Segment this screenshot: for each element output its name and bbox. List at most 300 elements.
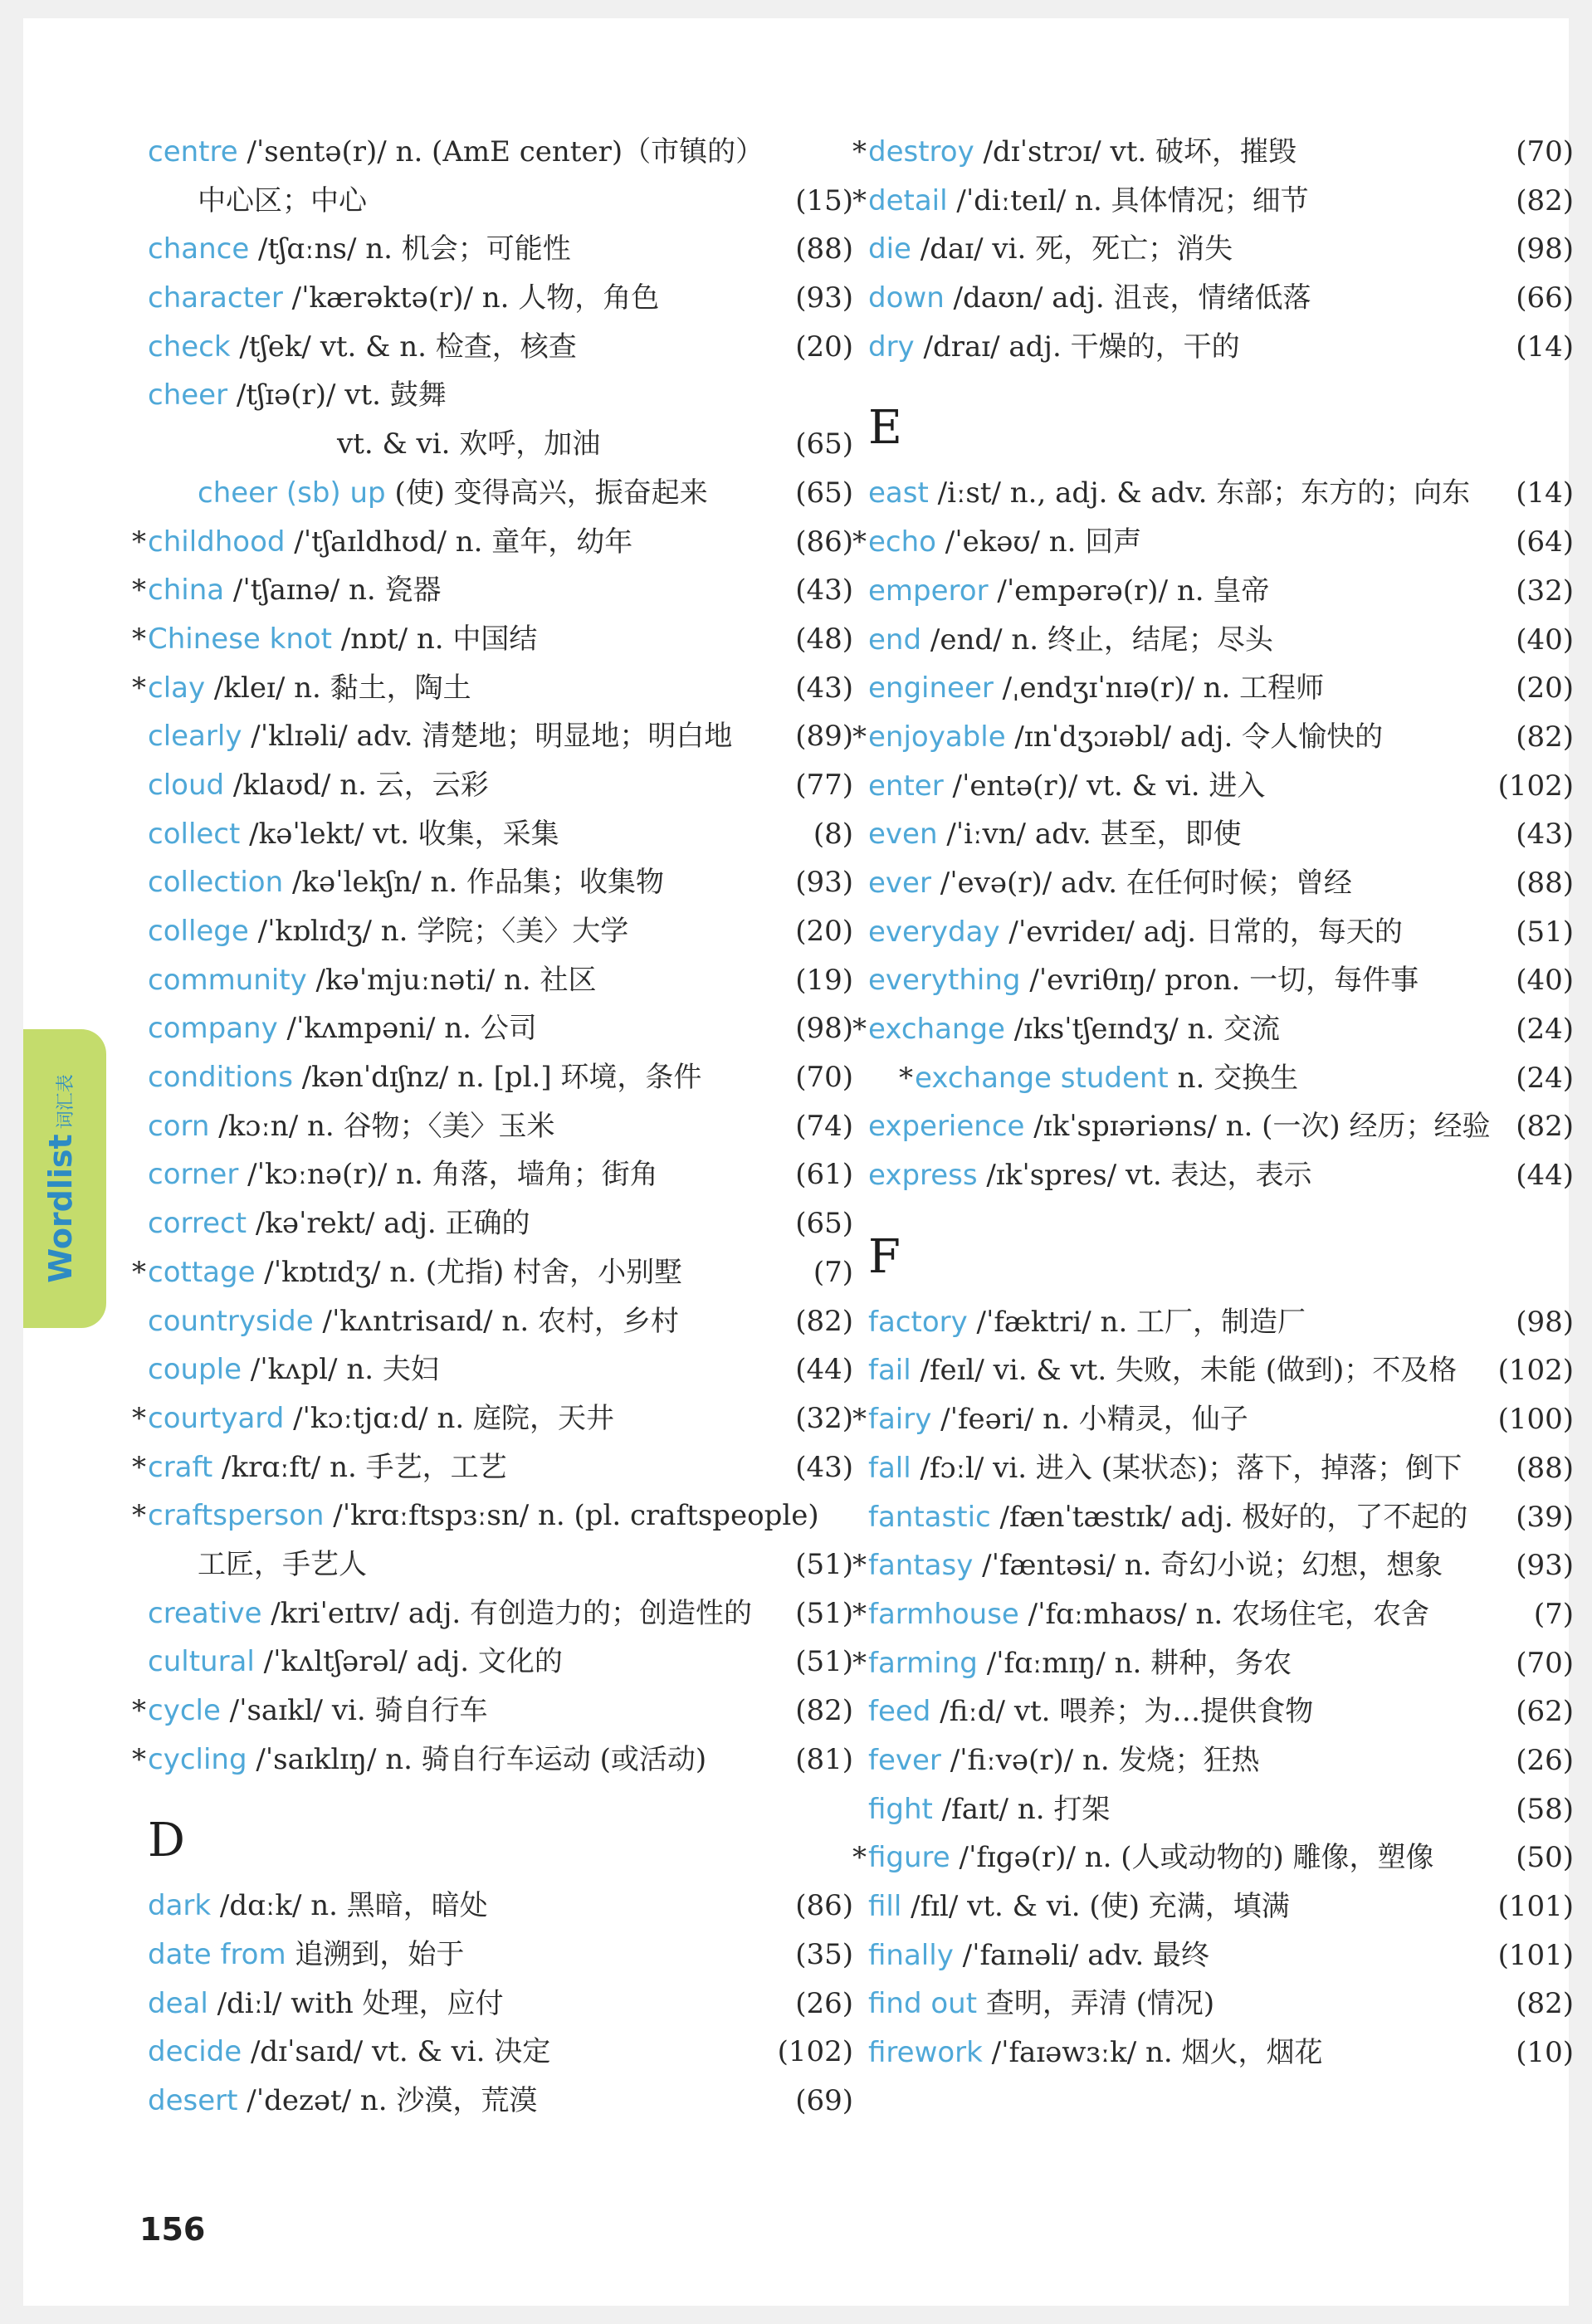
entry-headword: creative [148, 1596, 262, 1630]
entry-definition: 查明，弄清 (情况) [977, 1987, 1215, 2021]
side-tab-label: Wordlist [42, 1134, 79, 1283]
entry-page-ref: (51) [1516, 915, 1574, 949]
new-word-asterisk: * [132, 1499, 146, 1533]
new-word-asterisk: * [852, 1549, 867, 1583]
entry-headword: correct [148, 1207, 247, 1241]
entry-page-ref: (77) [795, 768, 853, 802]
dictionary-entry [852, 177, 1574, 226]
entry-page-ref: (43) [1516, 818, 1574, 852]
entry-headword: community [148, 963, 307, 997]
entry-definition: /fɪl/ vt. & vi. (使) 充满，填满 [901, 1890, 1290, 1923]
dictionary-entry [148, 1540, 853, 1589]
entry-headword: character [148, 281, 283, 315]
entry-definition: /kəˈmjuːnəti/ n. 社区 [306, 963, 597, 997]
dictionary-entry [852, 1833, 1574, 1882]
dictionary-entry [868, 1151, 1574, 1200]
dictionary-entry [852, 1590, 1574, 1639]
wordlist-side-tab [23, 1029, 106, 1328]
dictionary-entry [148, 1931, 853, 1980]
entry-page-ref: (98) [795, 1012, 853, 1046]
entry-page-ref: (93) [795, 866, 853, 900]
entry-headword: east [868, 476, 929, 510]
entry-definition: /faɪt/ n. 打架 [932, 1792, 1111, 1826]
dictionary-entry [868, 1102, 1574, 1151]
entry-page-ref: (20) [795, 330, 853, 364]
entry-definition: /ˈkɔːtjɑːd/ n. 庭院，天井 [284, 1401, 614, 1435]
entry-headword: dark [148, 1889, 212, 1923]
entry-page-ref: (70) [795, 1061, 853, 1095]
letter-section [852, 128, 1574, 371]
entry-definition: 工匠，手艺人 [198, 1547, 367, 1581]
entry-definition: /krɑːft/ n. 手艺，工艺 [212, 1450, 507, 1484]
entry-page-ref: (65) [795, 476, 853, 510]
dictionary-entry [868, 323, 1574, 372]
dictionary-entry [868, 956, 1574, 1005]
dictionary-entry [148, 1882, 853, 1931]
entry-page-ref: (82) [1516, 183, 1574, 217]
entry-definition: /ˈkɔːnə(r)/ n. 角落，墙角；街角 [238, 1158, 658, 1192]
entry-headword: emperor [868, 574, 989, 608]
entry-headword: date from [148, 1938, 286, 1972]
dictionary-entry [148, 1589, 853, 1638]
entry-definition: /dɑːk/ n. 黑暗，暗处 [211, 1889, 488, 1923]
entry-page-ref: (61) [795, 1158, 853, 1192]
entry-headword: desert [148, 2084, 238, 2118]
entry-definition: /ˈdiːteɪl/ n. 具体情况；细节 [947, 183, 1309, 217]
dictionary-entry [148, 371, 853, 420]
side-tab-label-zh: 词汇表 [56, 1074, 76, 1130]
dictionary-entry [868, 567, 1574, 616]
dictionary-entry [148, 1638, 853, 1687]
entry-page-ref: (102) [777, 2035, 853, 2069]
entry-headword: Chinese knot [148, 622, 333, 656]
entry-page-ref: (43) [795, 574, 853, 608]
entry-headword: clearly [148, 720, 242, 754]
dictionary-entry [132, 664, 853, 713]
page-number: 156 [139, 2211, 206, 2248]
entry-definition: /ˈfaɪnəli/ adv. 最终 [953, 1938, 1210, 1972]
entry-headword: fill [868, 1890, 902, 1923]
entry-headword: echo [868, 525, 936, 559]
entry-definition: /kəˈlekt/ vt. 收集，采集 [240, 817, 559, 851]
dictionary-entry [148, 810, 853, 859]
dictionary-entry [852, 1395, 1574, 1444]
entry-headword: die [868, 232, 911, 266]
entry-definition: vt. & vi. 欢呼，加油 [337, 427, 601, 461]
entry-page-ref: (82) [1516, 720, 1574, 754]
entry-page-ref: (82) [795, 1304, 853, 1338]
entry-page-ref: (7) [1533, 1597, 1574, 1631]
entry-page-ref: (24) [1516, 1061, 1574, 1095]
entry-definition: /fænˈtæstɪk/ adj. 极好的，了不起的 [990, 1500, 1468, 1534]
entry-headword: fever [868, 1743, 941, 1777]
entry-headword: everyday [868, 915, 1000, 949]
entry-page-ref: (65) [795, 1207, 853, 1241]
entry-definition: /ˈsaɪkl/ vi. 骑自行车 [220, 1694, 488, 1727]
entry-page-ref: (101) [1497, 1890, 1574, 1923]
entry-page-ref: (98) [1516, 232, 1574, 266]
new-word-asterisk: * [132, 671, 146, 705]
dictionary-entry [868, 225, 1574, 274]
entry-definition: /kəˈlekʃn/ n. 作品集；收集物 [283, 866, 664, 900]
entry-page-ref: (86) [795, 525, 853, 559]
entry-headword: childhood [148, 525, 286, 559]
entry-headword: fantastic [868, 1500, 991, 1534]
dictionary-entry [148, 177, 853, 226]
dictionary-entry [868, 469, 1574, 518]
entry-definition: /ˈentə(r)/ vt. & vi. 进入 [943, 769, 1266, 803]
entry-headword: find out [868, 1987, 978, 2021]
dictionary-entry [868, 664, 1574, 713]
dictionary-entry [868, 810, 1574, 859]
dictionary-entry [132, 1492, 853, 1540]
section-letter-heading: E [868, 401, 902, 456]
entry-page-ref: (88) [1516, 866, 1574, 900]
entry-definition: /ˈevriθɪŋ/ pron. 一切，每件事 [1020, 964, 1419, 998]
entry-headword: fall [868, 1451, 911, 1485]
entry-definition: /ˈkrɑːftspɜːsn/ n. (pl. craftspeople) [324, 1499, 819, 1533]
entry-page-ref: (69) [795, 2084, 853, 2118]
entry-headword: down [868, 281, 945, 315]
entry-definition: /ˈkʌntrisaɪd/ n. 农村，乡村 [313, 1304, 679, 1338]
entry-page-ref: (51) [795, 1547, 853, 1581]
entry-definition: /ˈfæntəsi/ n. 奇幻小说；幻想，想象 [973, 1549, 1443, 1583]
new-word-asterisk: * [132, 1255, 146, 1289]
entry-headword: conditions [148, 1061, 293, 1095]
new-word-asterisk: * [852, 183, 867, 217]
entry-headword: collection [148, 866, 284, 900]
entry-definition: /feɪl/ vi. & vt. 失败，未能 (做到)；不及格 [911, 1354, 1458, 1388]
entry-definition: /klaʊd/ n. 云，云彩 [224, 768, 489, 802]
dictionary-entry [148, 761, 853, 810]
entry-definition: /ɪkˈspres/ vt. 表达，表示 [977, 1159, 1312, 1193]
entry-definition: /ˈkɒtɪdʒ/ n. (尤指) 村舍，小别墅 [255, 1255, 683, 1289]
entry-definition: /iːst/ n., adj. & adv. 东部；东方的；向东 [928, 476, 1471, 510]
entry-headword: end [868, 622, 922, 657]
entry-headword: detail [868, 183, 948, 217]
entry-definition: /ˈempərə(r)/ n. 皇帝 [988, 574, 1270, 608]
entry-page-ref: (65) [795, 427, 853, 461]
dictionary-entry [868, 1931, 1574, 1980]
dictionary-entry [868, 616, 1574, 665]
entry-page-ref: (40) [1516, 622, 1574, 657]
dictionary-entry [148, 1004, 853, 1053]
entry-headword: farmhouse [868, 1597, 1019, 1631]
dictionary-entry [132, 1443, 853, 1492]
dictionary-entry [868, 762, 1574, 811]
entry-headword: firework [868, 2036, 983, 2070]
entry-headword: couple [148, 1353, 242, 1387]
entry-definition: /ˈekəʊ/ n. 回声 [935, 525, 1142, 559]
entry-definition: /ˈkɒlɪdʒ/ n. 学院；〈美〉大学 [248, 915, 629, 948]
entry-headword: fantasy [868, 1549, 974, 1583]
entry-headword: chance [148, 232, 250, 266]
entry-page-ref: (51) [795, 1645, 853, 1679]
dictionary-entry [868, 1785, 1574, 1834]
entry-headword: express [868, 1159, 978, 1193]
dictionary-entry [148, 1102, 853, 1151]
entry-headword: centre [148, 135, 238, 168]
entry-definition: /ˈsaɪklɪŋ/ n. 骑自行车运动 (或活动) [247, 1742, 707, 1776]
dictionary-entry [148, 1345, 853, 1394]
entry-page-ref: (64) [1516, 525, 1574, 559]
entry-page-ref: (82) [1516, 1987, 1574, 2021]
entry-definition: /ˈtʃaɪldhʊd/ n. 童年，幼年 [285, 525, 633, 559]
entry-definition: /tʃɪə(r)/ vt. 鼓舞 [227, 378, 447, 413]
dictionary-entry [132, 1687, 853, 1736]
entry-definition: /ˈfaɪəwɜːk/ n. 烟火，烟花 [982, 2036, 1323, 2070]
entry-page-ref: (70) [1516, 135, 1574, 168]
entry-definition: n. 交换生 [1168, 1061, 1299, 1095]
dictionary-entry [868, 859, 1574, 908]
entry-page-ref: (43) [795, 671, 853, 705]
entry-headword: engineer [868, 671, 994, 706]
entry-headword: craftsperson [148, 1499, 325, 1533]
entry-definition: /daɪ/ vi. 死，死亡；消失 [911, 232, 1233, 266]
entry-headword: enter [868, 769, 944, 803]
entry-page-ref: (88) [1516, 1451, 1574, 1485]
dictionary-entry [852, 518, 1574, 567]
entry-definition: /ˈevə(r)/ adv. 在任何时候；曾经 [930, 866, 1352, 900]
entry-definition: /kənˈdɪʃnz/ n. [pl.] 环境，条件 [292, 1061, 702, 1095]
entry-page-ref: (51) [795, 1596, 853, 1630]
dictionary-entry [852, 1541, 1574, 1590]
entry-page-ref: (15) [795, 183, 853, 217]
entry-page-ref: (26) [795, 1986, 853, 2020]
entry-headword: finally [868, 1938, 954, 1972]
entry-page-ref: (50) [1516, 1841, 1574, 1875]
dictionary-entry [148, 1150, 853, 1199]
new-word-asterisk: * [852, 1013, 867, 1046]
dictionary-entry [148, 907, 853, 956]
entry-headword: cycling [148, 1742, 247, 1776]
dictionary-entry [132, 1248, 853, 1297]
entry-headword: feed [868, 1695, 931, 1729]
entry-definition: /nɒt/ n. 中国结 [332, 622, 538, 656]
entry-definition: /ˌendʒɪˈnɪə(r)/ n. 工程师 [993, 671, 1325, 706]
entry-definition: /ˈfiːvə(r)/ n. 发烧；狂热 [940, 1743, 1260, 1777]
entry-definition: /kleɪ/ n. 黏土，陶土 [205, 671, 471, 705]
dictionary-page [23, 18, 1574, 2306]
dictionary-entry [148, 858, 853, 907]
dictionary-entry [148, 128, 853, 177]
entry-headword: courtyard [148, 1401, 285, 1435]
entry-definition: /ˈkærəktə(r)/ n. 人物，角色 [282, 281, 660, 315]
entry-page-ref: (102) [1497, 1354, 1574, 1388]
entry-headword: corn [148, 1109, 210, 1143]
entry-page-ref: (74) [795, 1109, 853, 1143]
dictionary-entry [132, 1394, 853, 1443]
entry-page-ref: (19) [795, 963, 853, 997]
dictionary-entry [148, 225, 853, 274]
entry-page-ref: (93) [1516, 1549, 1574, 1583]
dictionary-entry [852, 1005, 1574, 1054]
entry-headword: farming [868, 1646, 978, 1680]
dictionary-entry [132, 1736, 853, 1784]
entry-headword: check [148, 330, 231, 364]
dictionary-entry [148, 469, 853, 518]
new-word-asterisk: * [132, 574, 146, 608]
entry-page-ref: (82) [1516, 1110, 1574, 1144]
right-column [852, 128, 1574, 2077]
entry-definition: /ˈklɪəli/ adv. 清楚地；明显地；明白地 [242, 720, 733, 754]
dictionary-entry [868, 1687, 1574, 1736]
letter-section [148, 1784, 853, 2125]
dictionary-entry [148, 1297, 853, 1346]
entry-page-ref: (10) [1516, 2036, 1574, 2070]
new-word-asterisk: * [132, 1401, 146, 1435]
entry-definition: /fiːd/ vt. 喂养；为…提供食物 [930, 1695, 1314, 1729]
new-word-asterisk: * [852, 720, 867, 754]
dictionary-entry [868, 1298, 1574, 1347]
entry-definition: /draɪ/ adj. 干燥的，干的 [914, 330, 1240, 364]
entry-page-ref: (81) [795, 1742, 853, 1776]
entry-page-ref: (82) [795, 1694, 853, 1727]
entry-page-ref: (32) [1516, 574, 1574, 608]
new-word-asterisk: * [852, 1403, 867, 1437]
dictionary-entry [868, 1054, 1574, 1103]
new-word-asterisk: * [132, 1694, 146, 1727]
entry-page-ref: (62) [1516, 1695, 1574, 1729]
dictionary-entry [852, 1639, 1574, 1688]
entry-page-ref: (88) [795, 232, 853, 266]
entry-page-ref: (66) [1516, 281, 1574, 315]
entry-headword: company [148, 1012, 278, 1046]
entry-page-ref: (20) [1516, 671, 1574, 706]
entry-page-ref: (14) [1516, 476, 1574, 510]
new-word-asterisk: * [132, 1450, 146, 1484]
entry-page-ref: (8) [813, 817, 853, 851]
entry-headword: dry [868, 330, 915, 364]
dictionary-entry [148, 1980, 853, 2029]
entry-page-ref: (89) [795, 720, 853, 754]
entry-headword: collect [148, 817, 241, 851]
entry-definition: /ˈfɑːmɪŋ/ n. 耕种，务农 [977, 1646, 1292, 1680]
entry-page-ref: (35) [795, 1938, 853, 1972]
entry-definition: /ˈfeəri/ n. 小精灵，仙子 [931, 1403, 1248, 1437]
entry-definition: /kɔːn/ n. 谷物；〈美〉玉米 [209, 1109, 555, 1143]
entry-headword: destroy [868, 135, 974, 168]
entry-page-ref: (100) [1497, 1403, 1574, 1437]
entry-page-ref: (44) [1516, 1159, 1574, 1193]
entry-definition: /ˈfæktri/ n. 工厂，制造厂 [967, 1305, 1306, 1339]
entry-definition: /ˈkʌltʃərəl/ adj. 文化的 [254, 1645, 563, 1679]
entry-definition: /ˈfɑːmhaʊs/ n. 农场住宅，农舍 [1018, 1597, 1429, 1631]
entry-definition: /ˈsentə(r)/ n. (AmE center)（市镇的） [237, 135, 764, 168]
entry-definition: /fɔːl/ vi. 进入 (某状态)；落下，掉落；倒下 [911, 1451, 1463, 1485]
entry-headword: china [148, 574, 225, 608]
entry-page-ref: (44) [795, 1353, 853, 1387]
entry-definition: /ˈdezət/ n. 沙漠，荒漠 [237, 2084, 538, 2118]
entry-page-ref: (43) [795, 1450, 853, 1484]
section-letter-heading: D [148, 1814, 185, 1868]
new-word-asterisk: * [132, 1742, 146, 1776]
dictionary-entry [148, 274, 853, 323]
entry-page-ref: (32) [795, 1401, 853, 1435]
new-word-asterisk: * [852, 1841, 867, 1875]
entry-headword: fight [868, 1792, 933, 1826]
entry-page-ref: (40) [1516, 964, 1574, 998]
entry-headword: factory [868, 1305, 968, 1339]
dictionary-entry [132, 518, 853, 567]
dictionary-entry [148, 420, 853, 469]
entry-headword: corner [148, 1158, 239, 1192]
dictionary-entry [852, 128, 1574, 177]
new-word-asterisk: * [852, 1646, 867, 1680]
dictionary-entry [148, 2028, 853, 2077]
entry-page-ref: (7) [813, 1255, 853, 1289]
entry-headword: figure [868, 1841, 950, 1875]
entry-page-ref: (102) [1497, 769, 1574, 803]
dictionary-entry [148, 2077, 853, 2126]
entry-page-ref: (86) [795, 1889, 853, 1923]
new-word-asterisk: * [132, 622, 146, 656]
letter-section [132, 128, 853, 1784]
dictionary-entry [148, 1053, 853, 1102]
entry-definition: 中心区；中心 [198, 183, 367, 217]
entry-page-ref: (26) [1516, 1743, 1574, 1777]
entry-headword: enjoyable [868, 720, 1006, 754]
dictionary-entry [148, 1199, 853, 1248]
entry-definition: /tʃɑːns/ n. 机会；可能性 [249, 232, 571, 266]
entry-definition: /ˈtʃaɪnə/ n. 瓷器 [224, 574, 442, 608]
entry-definition: /diːl/ with 处理，应付 [208, 1986, 504, 2020]
entry-page-ref: (39) [1516, 1500, 1574, 1534]
dictionary-entry [132, 615, 853, 664]
entry-headword: experience [868, 1110, 1025, 1144]
left-column [132, 128, 853, 2126]
new-word-asterisk: * [132, 525, 146, 559]
entry-headword: fail [868, 1354, 911, 1388]
dictionary-entry [868, 1736, 1574, 1785]
entry-headword: cheer (sb) up [198, 476, 386, 510]
entry-headword: cycle [148, 1694, 221, 1727]
entry-headword: cottage [148, 1255, 256, 1289]
entry-headword: everything [868, 964, 1021, 998]
new-word-asterisk: * [852, 1597, 867, 1631]
entry-headword: cheer [148, 378, 228, 413]
dictionary-entry [868, 1493, 1574, 1542]
dictionary-entry [868, 908, 1574, 957]
entry-definition: /kriˈeɪtɪv/ adj. 有创造力的；创造性的 [261, 1596, 753, 1630]
entry-headword: cloud [148, 768, 225, 802]
dictionary-entry [868, 2029, 1574, 2077]
entry-headword: exchange [868, 1013, 1005, 1046]
entry-definition: /ɪkˈspɪəriəns/ n. (一次) 经历；经验 [1024, 1110, 1491, 1144]
entry-definition: /ˈevrideɪ/ adj. 日常的，每天的 [999, 915, 1403, 949]
dictionary-entry [868, 1346, 1574, 1395]
dictionary-entry [132, 566, 853, 615]
entry-page-ref: (58) [1516, 1792, 1574, 1826]
entry-headword: even [868, 818, 938, 852]
new-word-asterisk: * [899, 1061, 913, 1095]
dictionary-entry [852, 713, 1574, 762]
entry-definition: /ˈfɪgə(r)/ n. (人或动物的) 雕像，塑像 [950, 1841, 1434, 1875]
dictionary-entry [868, 1980, 1574, 2029]
letter-section [852, 371, 1574, 1199]
new-word-asterisk: * [852, 525, 867, 559]
entry-definition: (使) 变得高兴，振奋起来 [385, 476, 708, 510]
entry-page-ref: (93) [795, 281, 853, 315]
letter-section [852, 1200, 1574, 2077]
entry-headword: fairy [868, 1403, 932, 1437]
dictionary-entry [148, 956, 853, 1005]
entry-headword: exchange student [915, 1061, 1169, 1095]
entry-definition: /daʊn/ adj. 沮丧，情绪低落 [944, 281, 1311, 315]
entry-page-ref: (98) [1516, 1305, 1574, 1339]
entry-definition: /tʃek/ vt. & n. 检查，核查 [230, 330, 577, 364]
entry-definition: /ˈkʌpl/ n. 夫妇 [242, 1353, 439, 1387]
